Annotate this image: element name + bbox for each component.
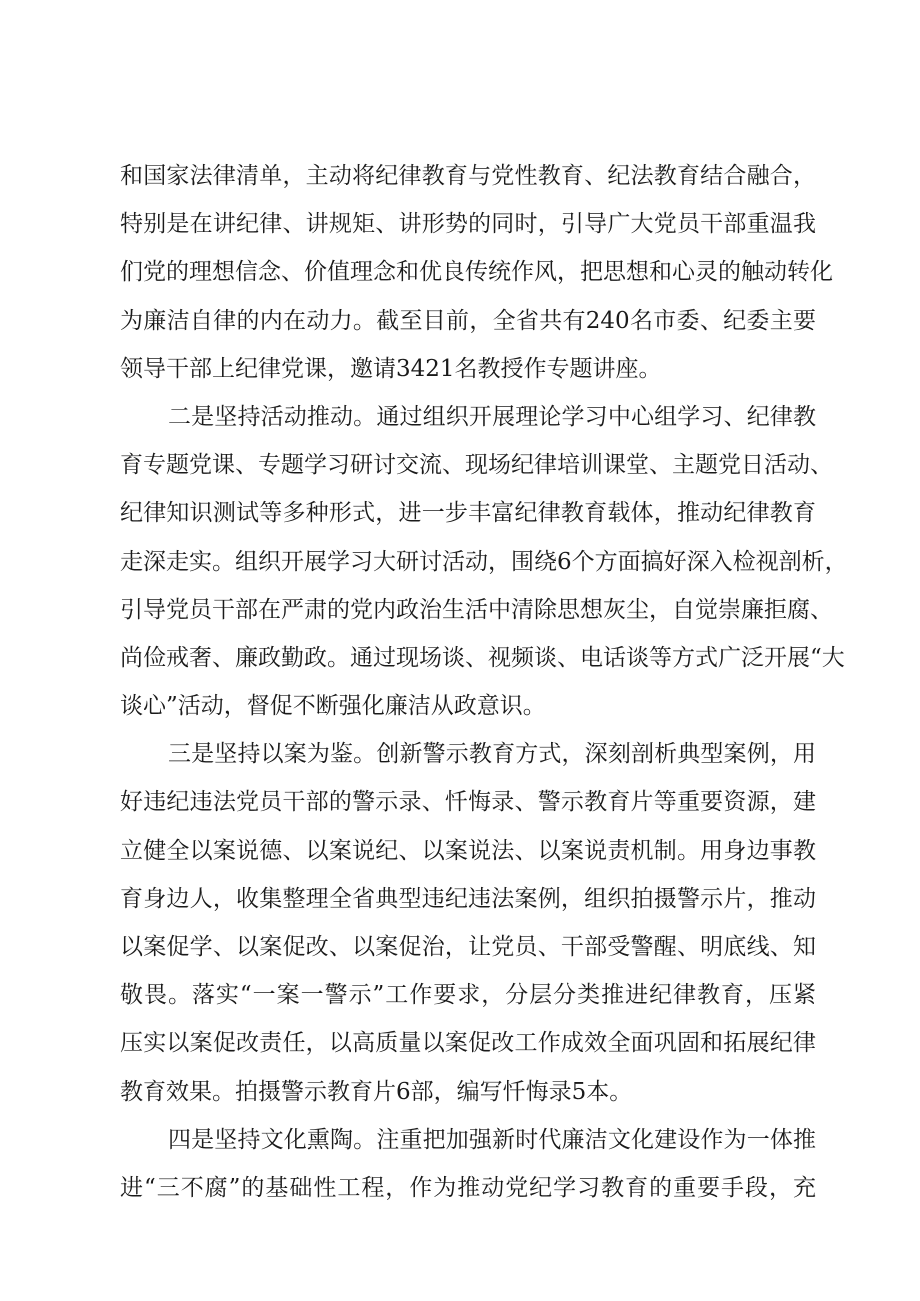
text-line: 和国家法律清单，主动将纪律教育与党性教育、纪法教育结合融合， xyxy=(120,163,816,189)
text-line: 纪律知识测试等多种形式，进一步丰富纪律教育载体，推动纪律教育 xyxy=(120,500,816,527)
text-line: 为廉洁自律的内在动力。截至目前，全省共有240名市委、纪委主要 xyxy=(120,307,816,334)
text-line: 走深走实。组织开展学习大研讨活动，围绕6个方面搞好深入检视剖析， xyxy=(120,548,848,575)
text-line: 三是坚持以案为鉴。创新警示教育方式，深刻剖析典型案例，用 xyxy=(168,741,816,768)
text-line: 尚俭戒奢、廉政勤政。通过现场谈、视频谈、电话谈等方式广泛开展“大 xyxy=(120,644,845,671)
text-line: 特别是在讲纪律、讲规矩、讲形势的同时，引导广大党员干部重温我 xyxy=(120,211,816,238)
text-line: 四是坚持文化熏陶。注重把加强新时代廉洁文化建设作为一体推 xyxy=(168,1126,816,1153)
text-line: 进“三不腐”的基础性工程，作为推动党纪学习教育的重要手段，充 xyxy=(120,1174,816,1201)
text-line: 压实以案促改责任，以高质量以案促改工作成效全面巩固和拓展纪律 xyxy=(120,1030,816,1057)
text-line: 教育效果。拍摄警示教育片6部，编写忏悔录5本。 xyxy=(120,1078,633,1105)
text-line: 们党的理想信念、价值理念和优良传统作风，把思想和心灵的触动转化 xyxy=(120,259,833,286)
text-line: 二是坚持活动推动。通过组织开展理论学习中心组学习、纪律教 xyxy=(168,403,816,430)
text-line: 立健全以案说德、以案说纪、以案说法、以案说责机制。用身边事教 xyxy=(120,837,816,864)
body-text xyxy=(120,152,848,1212)
text-line: 领导干部上纪律党课，邀请3421名教授作专题讲座。 xyxy=(120,355,662,382)
text-line: 谈心”活动，督促不断强化廉洁从政意识。 xyxy=(120,693,546,720)
text-line: 敬畏。落实“一案一警示”工作要求，分层分类推进纪律教育，压紧 xyxy=(120,982,816,1009)
text-line: 育身边人，收集整理全省典型违纪违法案例，组织拍摄警示片，推动 xyxy=(120,885,816,912)
text-line: 以案促学、以案促改、以案促治，让党员、干部受警醒、明底线、知 xyxy=(120,934,816,960)
text-line: 育专题党课、专题学习研讨交流、现场纪律培训课堂、主题党日活动、 xyxy=(120,452,833,479)
text-line: 引导党员干部在严肃的党内政治生活中清除思想灰尘，自觉崇廉拒腐、 xyxy=(120,596,833,623)
text-line: 好违纪违法党员干部的警示录、忏悔录、警示教育片等重要资源，建 xyxy=(120,789,816,816)
